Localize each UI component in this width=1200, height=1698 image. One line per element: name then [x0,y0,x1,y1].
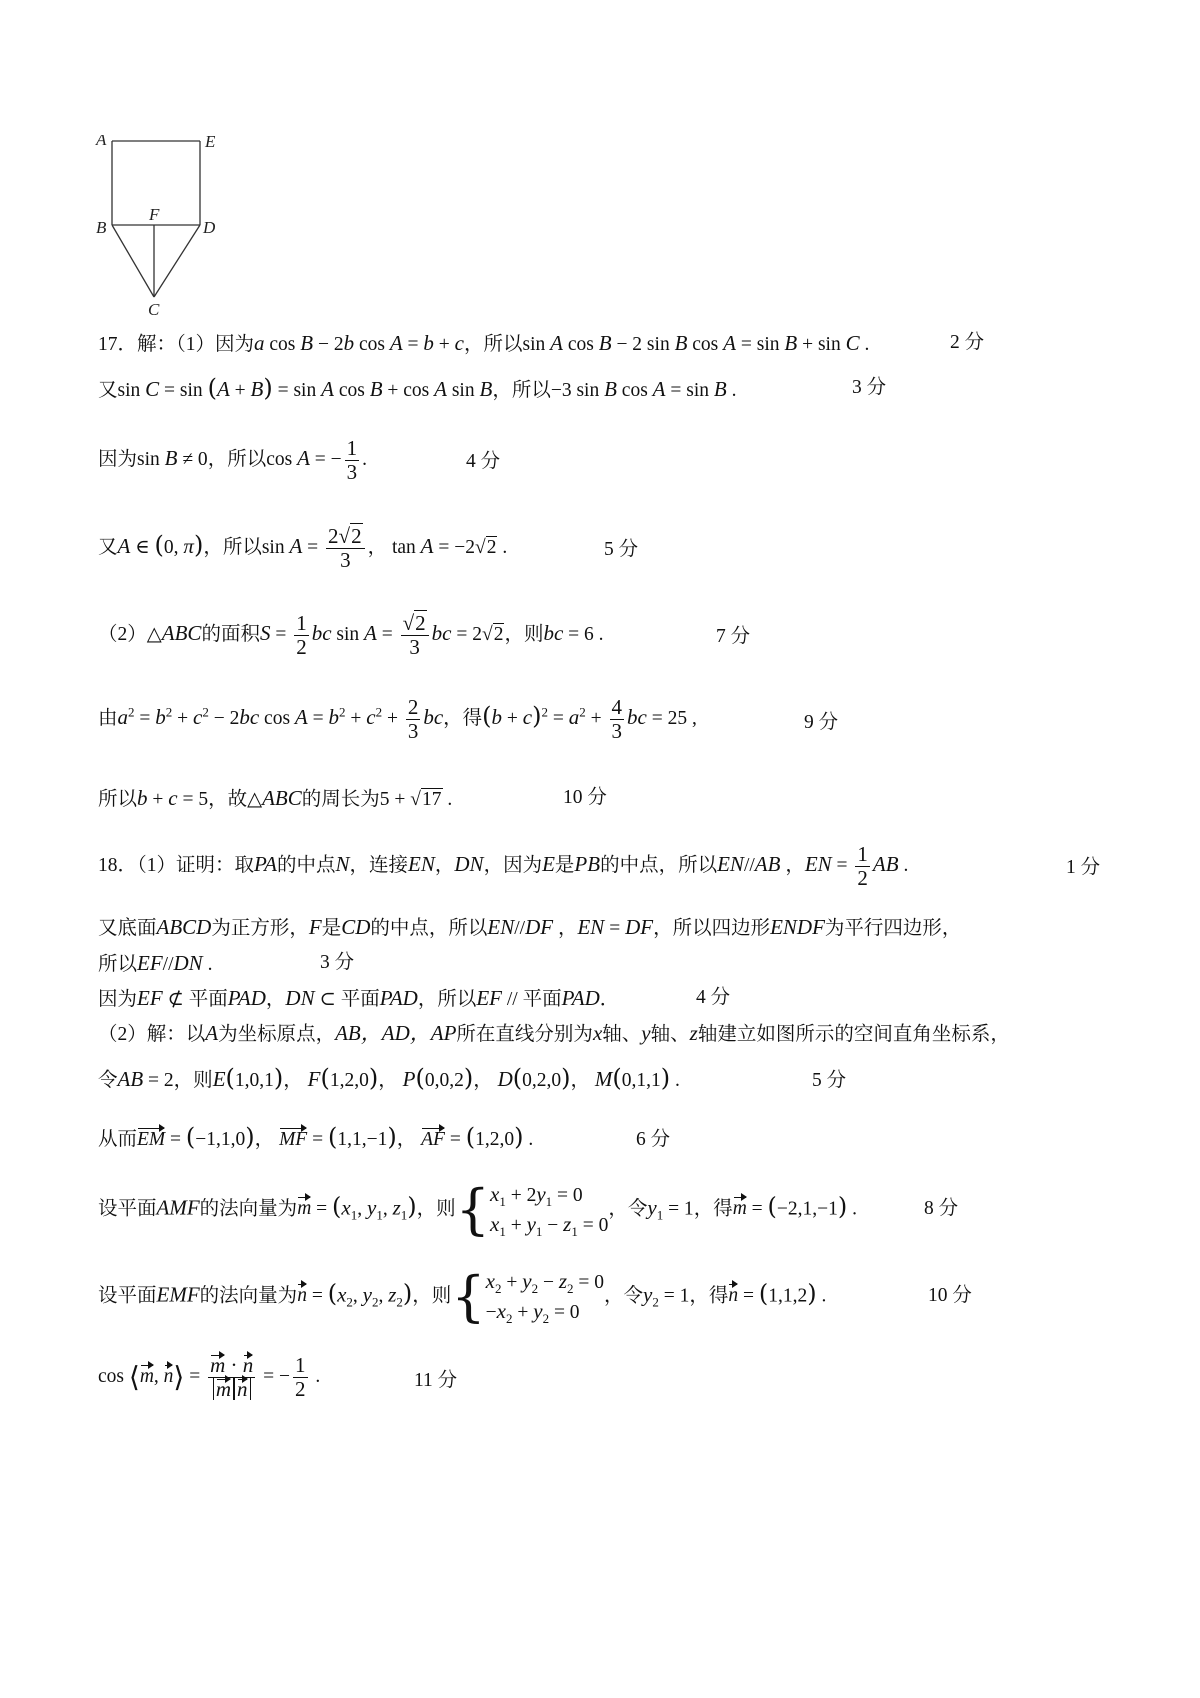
points-2: 2 分 [950,332,985,353]
label-b: B [96,218,107,237]
p17-line-2: 又sin C = sin (A + B) = sin A cos B + cos A sin B，所以−3 sin B cos A = sin B . [98,374,737,402]
points-q5: 5 分 [812,1070,847,1091]
points-3: 3 分 [852,377,887,398]
label-c: C [148,300,160,319]
q18-part2-line-3: 从而EM = (−1,1,0)， MF = (1,1,−1)， AF = (1,2,0) . [98,1123,534,1151]
label-e: E [205,135,216,151]
points-q11: 11 分 [414,1370,458,1391]
q18-part2-line-2: 令AB = 2，则E(1,0,1)， F(1,2,0)， P(0,0,2)， D(0,2,0)， M(0,1,1) . [98,1064,680,1092]
p17-line-1: 17．解：（1）因为a cos B − 2b cos A = b + c，所以sin A cos B − 2 sin B cos A = sin B + sin C . [98,331,870,355]
q18-line-2: 又底面ABCD为正方形，F是CD的中点，所以EN//DF ，EN = DF，所以四边形ENDF为平行四边形， [98,915,962,939]
points-q3: 3 分 [320,952,355,973]
p17-part2-line-1: （2）△ABC的面积S = $\frac{1}{2}$ bc sin A = $\frac{√2}{3}$ bc = 2√2，则bc = 6 . [98,611,604,659]
points-q6: 6 分 [636,1129,671,1150]
segment-dc [154,225,200,297]
q18-part2-line-6: cos ⟨m, n⟩ = $\frac{m \cdot n}{\text{m n}}$ = − $\frac{1}{2}$ . [98,1353,321,1401]
p17-part2-line-2: 由$a^2 = b^2 + c^2 - 2bc$ $\cos A = b^2 + c^2$ + $\frac{2}{3}$ bc，得$(b + c)^2 = a^2$ + $\frac{4}{3}$ bc = 25 , [98,695,697,743]
points-4: 4 分 [466,451,501,472]
points-9: 9 分 [804,712,839,733]
q18-part2-line-5: 设平面EMF的法向量为$n = (x_2$, $y_2$, $z_2$)，则{ $x_2 + y_2 - z_2 = 0$ $-x_2 + y_2 = 0$ ，令$y_2 = 1$，得n = (1,1,2) . [98,1265,827,1328]
p17-part2-line-3: 所以b + c = 5，故△ABC的周长为5 + √17 . [98,786,453,810]
q18-part2-line-1: （2）解：以A为坐标原点，AB，AD，AP所在直线分别为x轴、y轴、z轴建立如图所示的空间直角坐标系， [98,1021,1010,1045]
points-10: 10 分 [563,787,607,808]
geometry-figure [92,135,242,345]
q18-part2-line-4: 设平面AMF的法向量为$m = (x_1$, $y_1$, $z_1$)，则{ $x_1 + 2y_1 = 0$ $x_1 + y_1 - z_1 = 0$ ，令$y_1 = 1$，得m = (−2,1,−1) . [98,1178,858,1241]
label-d: D [203,218,216,237]
label-a: A [96,135,107,149]
q18-line-3: 所以EF//DN . [98,951,213,975]
p17-line-4: 又A ∈ (0, π)，所以sin A = $\frac{2√2}{3}$ ， tan A = −2√2 . [98,524,508,572]
points-q8: 8 分 [924,1198,959,1219]
segment-bc [112,225,154,297]
points-q10: 10 分 [928,1285,972,1306]
p17-line-3: 因为sin B ≠ 0，所以cos A = − $\frac{1}{3}$ . [98,436,368,484]
points-q4: 4 分 [696,987,731,1008]
label-f: F [149,205,160,224]
points-5: 5 分 [604,539,639,560]
q18-line-1: 18．（1）证明：取PA的中点N，连接EN，DN，因为E是PB的中点，所以EN//AB ，EN = $\frac{1}{2}$ AB . [98,842,909,890]
q18-line-4: 因为EF ⊄ 平面PAD，DN ⊂ 平面PAD，所以EF // 平面PAD． [98,986,620,1010]
points-7: 7 分 [716,626,751,647]
points-q1: 1 分 [1066,857,1101,878]
